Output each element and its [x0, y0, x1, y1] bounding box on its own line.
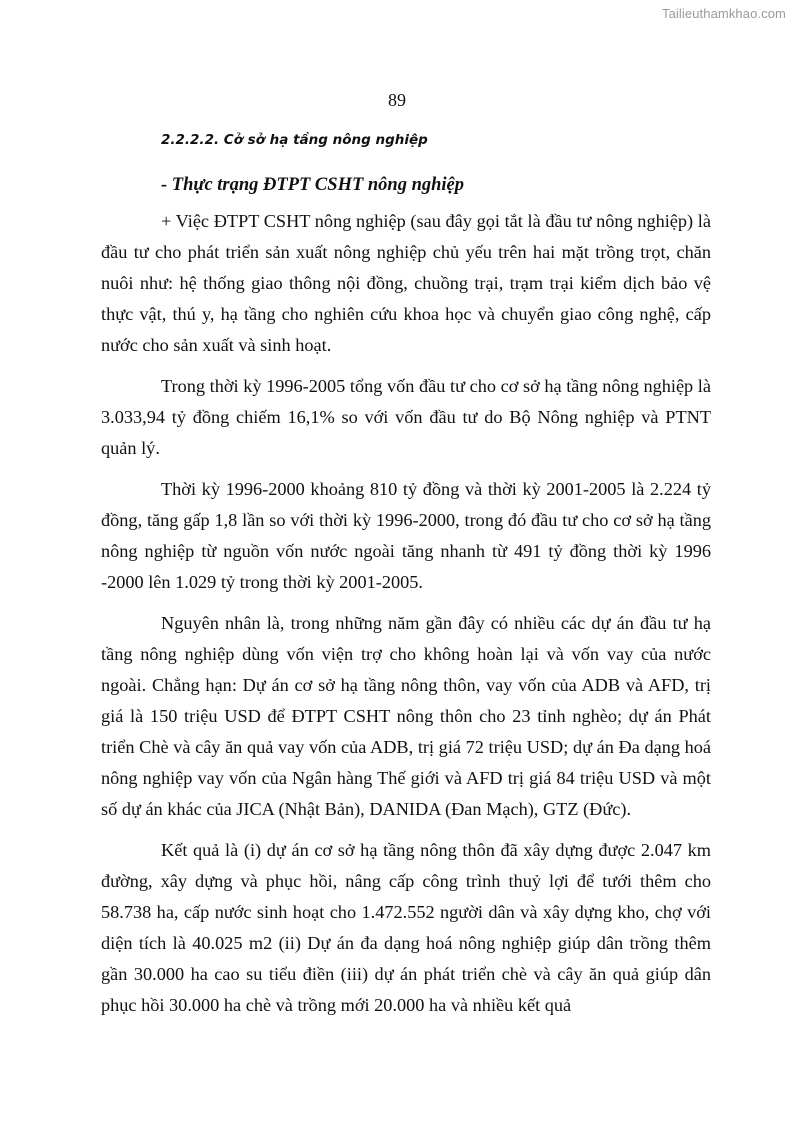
subheading: - Thực trạng ĐTPT CSHT nông nghiệp: [161, 175, 465, 195]
paragraph: Kết quả là (i) dự án cơ sở hạ tầng nông thôn đã xây dựng được 2.047 km đường, xây dựng và phục hồi, nâng cấp công trình thuỷ lợi để tưới thêm cho 58.738 ha, cấp nước sinh hoạt cho 1.472.552 người dân và xây dựng kho, chợ với diện tích là 40.025 m2 (ii) Dự án đa dạng hoá nông nghiệp giúp dân trồng thêm gần 30.000 ha cao su tiểu điền (iii) dự án phát triển chè và cây ăn quả giúp dân phục hồi 30.000 ha chè và trồng mới 20.000 ha và nhiều kết quả: [101, 840, 711, 1015]
watermark: Tailieuthamkhao.com: [661, 6, 786, 21]
paragraph: + Việc ĐTPT CSHT nông nghiệp (sau đây gọi tắt là đầu tư nông nghiệp) là đầu tư cho phát triển sản xuất nông nghiệp chủ yếu trên hai mặt trồng trọt, chăn nuôi như: hệ thống giao thông nội đồng, chuồng trại, trạm trại kiểm dịch bảo vệ thực vật, thú y, hạ tầng cho nghiên cứu khoa học và chuyển giao công nghệ, cấp nước cho sản xuất và sinh hoạt.: [101, 211, 711, 355]
paragraph: Thời kỳ 1996-2000 khoảng 810 tỷ đồng và thời kỳ 2001-2005 là 2.224 tỷ đồng, tăng gấp 1,8 lần so với thời kỳ 1996-2000, trong đó đầu tư cho cơ sở hạ tầng nông nghiệp từ nguồn vốn nước ngoài tăng nhanh từ 491 tỷ đồng thời kỳ 1996 -2000 lên 1.029 tỷ trong thời kỳ 2001-2005.: [101, 479, 711, 592]
page-number: 89: [388, 90, 406, 110]
paragraph: Nguyên nhân là, trong những năm gần đây có nhiều các dự án đầu tư hạ tầng nông nghiệp dùng vốn viện trợ cho không hoàn lại và vốn vay của nước ngoài. Chẳng hạn: Dự án cơ sở hạ tầng nông thôn, vay vốn của ADB và AFD, trị giá là 150 triệu USD để ĐTPT CSHT nông thôn cho 23 tỉnh nghèo; dự án Phát triển Chè và cây ăn quả vay vốn của ADB, trị giá 72 triệu USD; dự án Đa dạng hoá nông nghiệp vay vốn của Ngân hàng Thế giới và AFD trị giá 84 triệu USD và một số dự án khác của JICA (Nhật Bản), DANIDA (Đan Mạch), GTZ (Đức).: [101, 613, 711, 819]
page-body: [101, 128, 711, 1031]
paragraph: Trong thời kỳ 1996-2005 tổng vốn đầu tư cho cơ sở hạ tầng nông nghiệp là 3.033,94 tỷ đồng chiếm 16,1% so với vốn đầu tư do Bộ Nông nghiệp và PTNT quản lý.: [101, 376, 711, 458]
section-heading: 2.2.2.2. Cở sở hạ tầng nông nghiệp: [161, 132, 428, 148]
